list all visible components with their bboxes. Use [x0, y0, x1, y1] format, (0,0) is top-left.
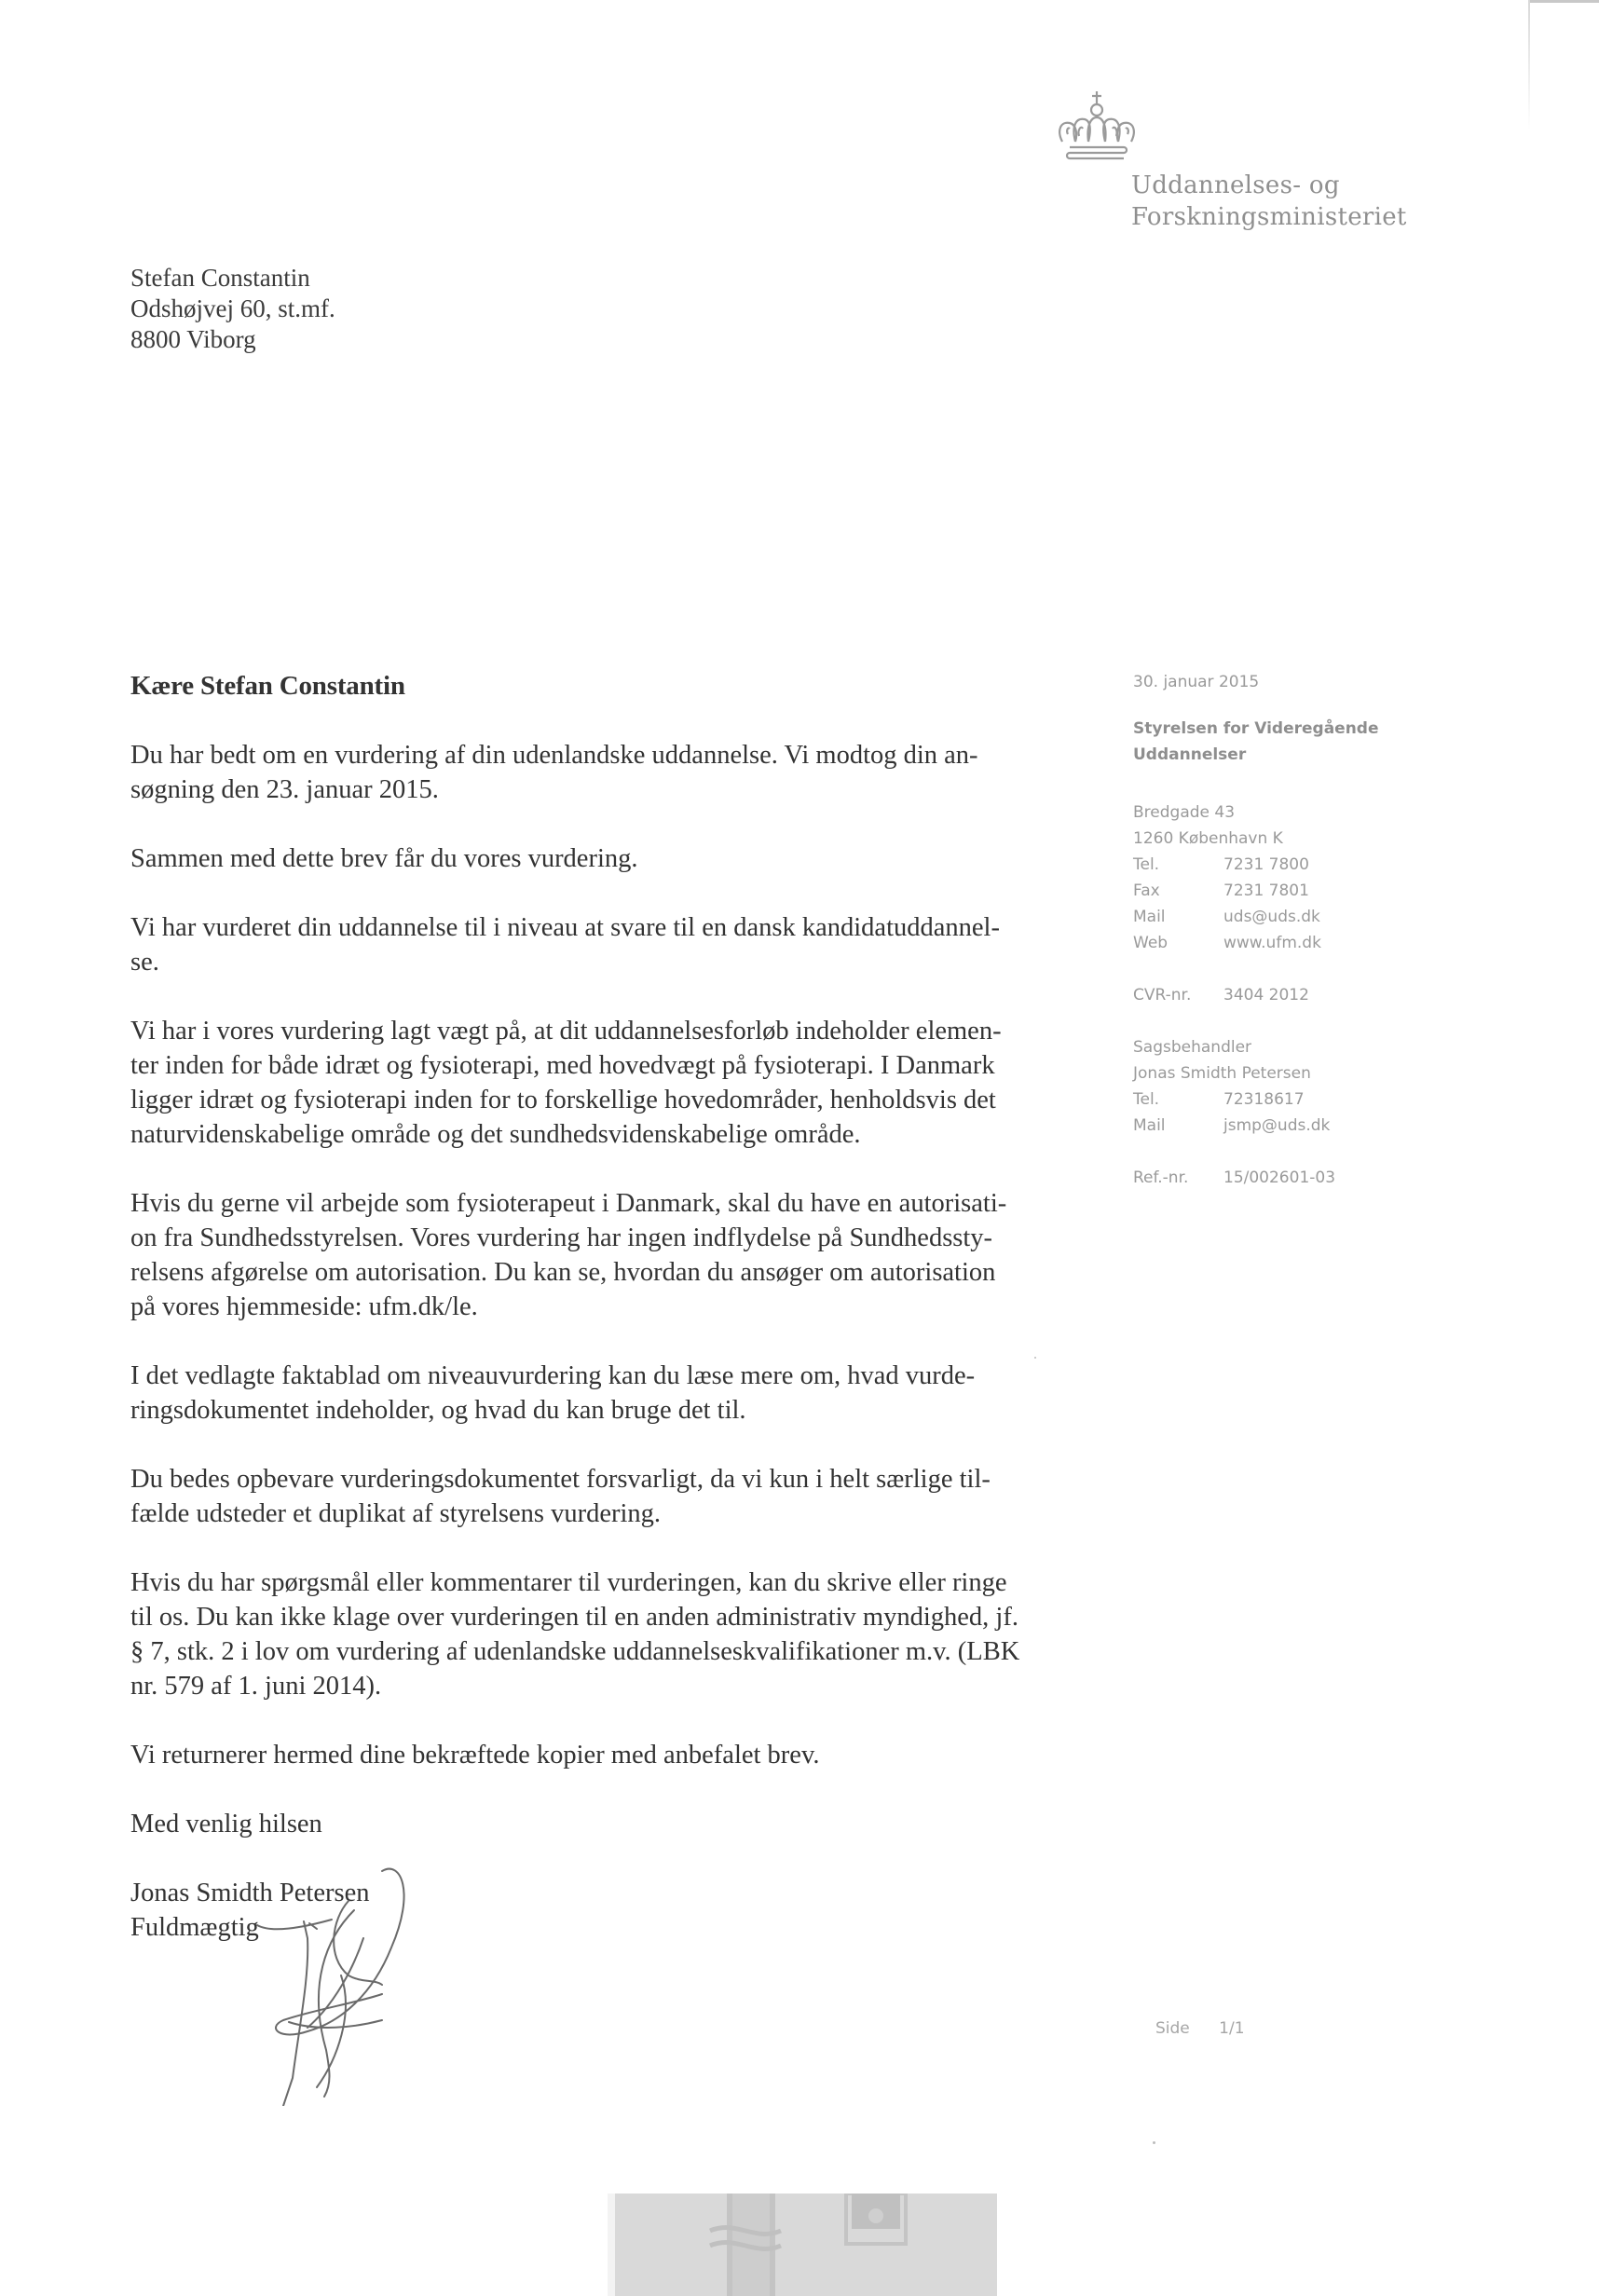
- text-line: Sammen med dette brev får du vores vurdering.: [130, 844, 638, 873]
- caseworker-row-mail: [1133, 1113, 1394, 1139]
- agency-address-line1: Bredgade 43: [1133, 803, 1236, 822]
- recipient-address: [130, 263, 335, 355]
- scan-speck: [1153, 2141, 1155, 2144]
- text-line: I det vedlagte faktablad om niveauvurdering kan du læse mere om, hvad vurde-: [130, 1361, 976, 1390]
- text-line: relsens afgørelse om autorisation. Du kan se, hvordan du ansøger om autorisation: [130, 1258, 996, 1287]
- page-number: [1155, 2019, 1245, 2038]
- text-line: § 7, stk. 2 i lov om vurdering af udenlandske uddannelseskvalifikationer m.v. (LBK: [130, 1637, 1020, 1666]
- text-line: ringsdokumentet indeholder, og hvad du kan bruge det til.: [130, 1396, 746, 1425]
- contact-row-fax: [1133, 878, 1394, 904]
- contact-value: uds@uds.dk: [1223, 908, 1320, 926]
- text-line: på vores hjemmeside: ufm.dk/le.: [130, 1292, 478, 1321]
- contact-value: 7231 7800: [1223, 855, 1309, 874]
- contact-label: Tel.: [1133, 855, 1160, 874]
- text-line: søgning den 23. januar 2015.: [130, 775, 439, 804]
- sender-info-sidebar: [1133, 669, 1394, 1191]
- caseworker-heading: Sagsbehandler: [1133, 1038, 1252, 1057]
- paragraph: [130, 1738, 1072, 1772]
- letter-date: 30. januar 2015: [1133, 673, 1260, 691]
- ministry-name: [1131, 170, 1407, 233]
- cvr-label: CVR-nr.: [1133, 986, 1192, 1004]
- letter-body: [130, 669, 1072, 1945]
- text-line: ter inden for både idræt og fysioterapi, med hovedvægt på fysioterapi. I Danmark: [130, 1051, 995, 1080]
- paragraph: [130, 1462, 1072, 1531]
- text-line: til os. Du kan ikke klage over vurderingen til en anden administrativ myndighed, jf.: [130, 1603, 1018, 1632]
- contact-label: Fax: [1133, 882, 1160, 900]
- caseworker-row-tel: [1133, 1086, 1394, 1113]
- contact-label: Mail: [1133, 1116, 1166, 1135]
- page-label: Side: [1155, 2019, 1190, 2038]
- contact-value: jsmp@uds.dk: [1223, 1116, 1331, 1135]
- text-line: on fra Sundhedsstyrelsen. Vores vurdering har ingen indflydelse på Sundhedssty-: [130, 1223, 993, 1252]
- text-line: Du har bedt om en vurdering af din udenlandske uddannelse. Vi modtog din an-: [130, 741, 978, 770]
- text-line: Vi har i vores vurdering lagt vægt på, at dit uddannelsesforløb indeholder elemen-: [130, 1017, 1002, 1046]
- reference-value: 15/002601-03: [1223, 1168, 1336, 1187]
- text-line: fælde udsteder et duplikat af styrelsens vurdering.: [130, 1499, 662, 1528]
- contact-label: Tel.: [1133, 1090, 1160, 1109]
- contact-row-mail: [1133, 904, 1394, 930]
- recipient-street: Odshøjvej 60, st.mf.: [130, 294, 335, 322]
- salutation: Kære Stefan Constantin: [130, 671, 405, 701]
- page-edge-top: [1530, 0, 1599, 3]
- text-line: ligger idræt og fysioterapi inden for to forskellige hovedområder, henholdsvis det: [130, 1086, 996, 1114]
- page-value: 1/1: [1219, 2019, 1245, 2038]
- text-line: Du bedes opbevare vurderingsdokumentet forsvarligt, da vi kun i helt særlige til-: [130, 1465, 991, 1494]
- agency-address-line2: 1260 København K: [1133, 829, 1283, 848]
- recipient-city: 8800 Viborg: [130, 325, 256, 353]
- signer-name: Jonas Smidth Petersen: [130, 1879, 370, 1907]
- ministry-name-line1: Uddannelses- og: [1131, 171, 1340, 199]
- text-line: nr. 579 af 1. juni 2014).: [130, 1672, 382, 1701]
- scan-speck: [1034, 1357, 1036, 1359]
- text-line: se.: [130, 948, 159, 977]
- signature-icon: [252, 1864, 419, 2106]
- paragraph: [130, 910, 1072, 979]
- contact-label: Web: [1133, 934, 1168, 952]
- partial-stamp-image: [608, 2194, 997, 2296]
- crown-icon: [1055, 89, 1139, 164]
- text-line: Hvis du har spørgsmål eller kommentarer til vurderingen, kan du skrive eller ringe: [130, 1568, 1007, 1597]
- contact-row-tel: [1133, 852, 1394, 878]
- paragraph: [130, 1186, 1072, 1324]
- contact-row-web: [1133, 930, 1394, 956]
- closing: Med venlig hilsen: [130, 1810, 322, 1838]
- reference-row: [1133, 1165, 1394, 1191]
- paragraph: [130, 738, 1072, 807]
- agency-name-line2: Uddannelser: [1133, 745, 1247, 764]
- signer-title: Fuldmægtig: [130, 1913, 259, 1942]
- text-line: Vi har vurderet din uddannelse til i niveau at svare til en dansk kandidatuddannel-: [130, 913, 1000, 942]
- text-line: naturvidenskabelige område og det sundhedsvidenskabelige område.: [130, 1120, 861, 1149]
- ministry-name-line2: Forskningsministeriet: [1131, 203, 1407, 231]
- contact-value: 7231 7801: [1223, 882, 1309, 900]
- contact-value: 72318617: [1223, 1090, 1305, 1109]
- reference-label: Ref.-nr.: [1133, 1168, 1189, 1187]
- page-edge-shadow: [1528, 0, 1530, 130]
- cvr-row: [1133, 982, 1394, 1008]
- agency-name: [1133, 716, 1394, 768]
- cvr-value: 3404 2012: [1223, 986, 1309, 1004]
- contact-value: www.ufm.dk: [1223, 934, 1321, 952]
- recipient-name: Stefan Constantin: [130, 264, 310, 292]
- contact-label: Mail: [1133, 908, 1166, 926]
- text-line: Vi returnerer hermed dine bekræftede kopier med anbefalet brev.: [130, 1741, 820, 1770]
- paragraph: [130, 1565, 1072, 1703]
- paragraph: [130, 1359, 1072, 1428]
- paragraph: [130, 1014, 1072, 1152]
- agency-name-line1: Styrelsen for Videregående: [1133, 719, 1379, 738]
- caseworker-name: Jonas Smidth Petersen: [1133, 1064, 1311, 1083]
- text-line: Hvis du gerne vil arbejde som fysioterapeut i Danmark, skal du have en autorisati-: [130, 1189, 1007, 1218]
- paragraph: [130, 841, 1072, 876]
